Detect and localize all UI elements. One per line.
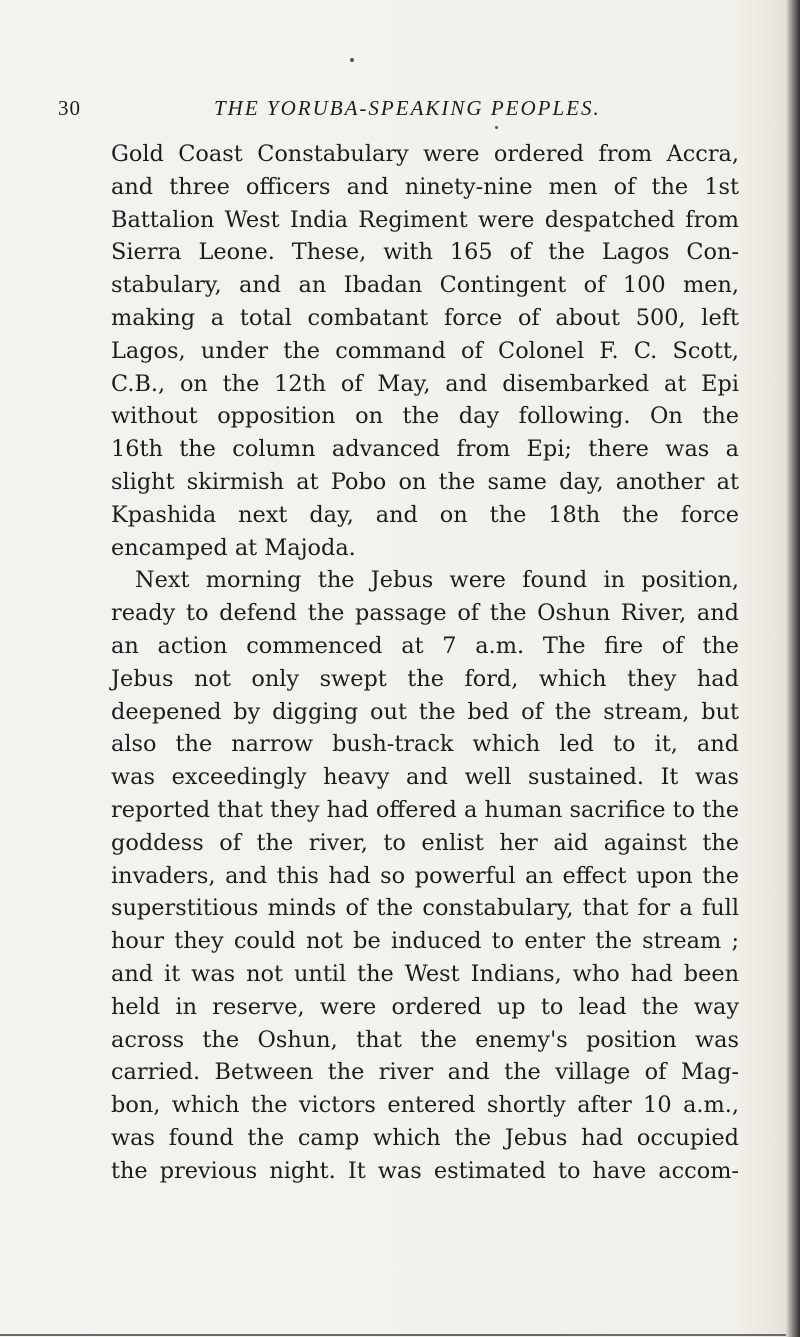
text-line: also the narrow bush-track which led to it, and	[111, 731, 739, 758]
body-text	[111, 138, 739, 1188]
page-number: 30	[58, 96, 81, 120]
text-line: hour they could not be induced to enter the stream ;	[111, 928, 739, 955]
text-line: and three officers and ninety-nine men of the 1st	[111, 173, 739, 200]
text-line: across the Oshun, that the enemy's position was	[111, 1026, 739, 1053]
bottom-edge-line	[0, 1334, 786, 1336]
text-line: stabulary, and an Ibadan Contingent of 100 men,	[111, 272, 739, 299]
text-line: was found the camp which the Jebus had occupied	[111, 1124, 739, 1151]
text-line: Gold Coast Constabulary were ordered from Accra,	[111, 141, 739, 167]
text-line: carried. Between the river and the village of Mag-	[111, 1059, 739, 1086]
paragraph-start-line: Next morning the Jebus were found in position,	[135, 567, 739, 594]
page-header	[58, 96, 658, 126]
text-line: Kpashida next day, and on the 18th the force	[111, 501, 739, 528]
text-line: ready to defend the passage of the Oshun River, and	[111, 600, 739, 627]
text-line: 16th the column advanced from Epi; there was a	[111, 436, 739, 463]
text-line: held in reserve, were ordered up to lead the way	[111, 993, 739, 1020]
text-line: C.B., on the 12th of May, and disembarked at Epi	[111, 370, 739, 397]
text-line: invaders, and this had so powerful an effect upon the	[111, 862, 739, 889]
paragraph-end-line: encamped at Majoda.	[111, 534, 356, 561]
text-line: making a total combatant force of about 500, left	[111, 304, 739, 331]
text-line: bon, which the victors entered shortly after 10 a.m.,	[111, 1092, 739, 1119]
text-line: Sierra Leone. These, with 165 of the Lagos Con-	[111, 239, 739, 266]
text-line: an action commenced at 7 a.m. The fire of the	[111, 632, 739, 659]
text-line: without opposition on the day following. On the	[111, 403, 739, 430]
text-line: Lagos, under the command of Colonel F. C. Scott,	[111, 337, 739, 364]
print-speck	[350, 58, 354, 62]
text-line: deepened by digging out the bed of the stream, but	[111, 698, 739, 725]
text-line: the previous night. It was estimated to have accom-	[111, 1157, 739, 1184]
text-line: slight skirmish at Pobo on the same day, another at	[111, 468, 739, 495]
text-line: Battalion West India Regiment were despatched from	[111, 206, 739, 233]
text-line: goddess of the river, to enlist her aid against the	[111, 829, 739, 856]
running-title: THE YORUBA-SPEAKING PEOPLES.	[214, 96, 601, 120]
text-line: was exceedingly heavy and well sustained. It was	[111, 764, 739, 791]
text-line: and it was not until the West Indians, who had been	[111, 960, 739, 987]
print-speck	[495, 126, 498, 129]
text-line: reported that they had offered a human sacrifice to the	[111, 796, 739, 823]
page-edge-shadow	[786, 0, 800, 1337]
text-line: Jebus not only swept the ford, which they had	[111, 665, 739, 692]
text-line: superstitious minds of the constabulary, that for a full	[111, 895, 739, 922]
